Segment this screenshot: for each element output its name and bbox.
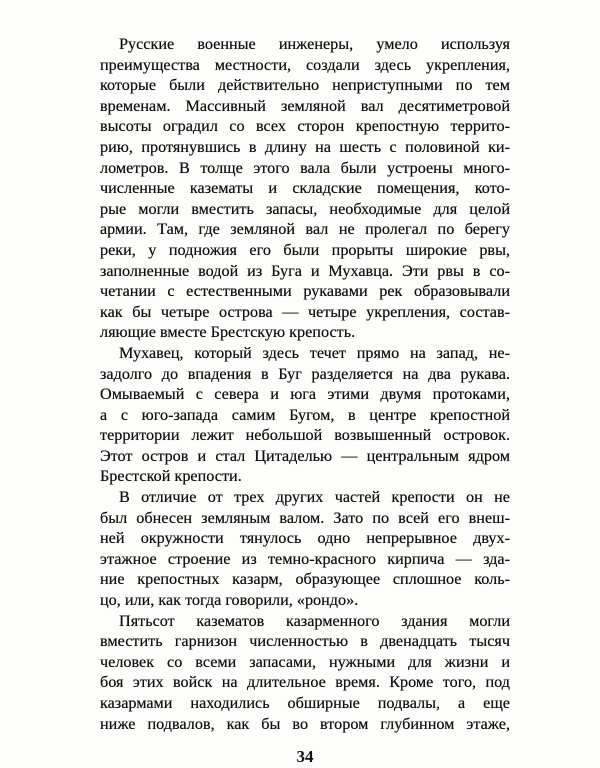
text-line: этажное строение из темно-красного кирпича — зда- <box>100 549 510 568</box>
text-line: рые могли вместить запасы, необходимые для целой <box>100 199 510 218</box>
paragraph <box>100 34 510 343</box>
text-line: вместить гарнизон численностью в двенадцать тысяч <box>100 632 510 651</box>
text-line: задолго до впадения в Буг разделяется на два рукава. <box>100 364 510 383</box>
text-line: четании с естественными рукавами рек образовывали <box>100 282 510 301</box>
paragraph <box>100 487 510 611</box>
text-line: которые были действительно неприступными по тем <box>100 76 510 95</box>
text-line: был обнесен земляным валом. Зато по всей его внеш- <box>100 508 510 527</box>
text-line: Мухавец, который здесь течет прямо на запад, не- <box>119 343 510 362</box>
text-line: рию, протянувшись в длину на шесть с половиной ки- <box>100 137 510 156</box>
text-line: человек со всеми запасами, нужными для жизни и <box>100 652 510 671</box>
text-line: ляющие вместе Брестскую крепость. <box>100 323 356 342</box>
text-line: боя этих войск на длительное время. Кроме того, под <box>100 673 510 692</box>
text-line: Этот остров и стал Цитаделью — центральным ядром <box>100 446 510 465</box>
text-line: Пятьсот казематов казарменного здания могли <box>119 611 510 630</box>
paragraph <box>100 343 510 487</box>
text-line: Омываемый с севера и юга этими двумя протоками, <box>100 385 510 404</box>
text-line: цо, или, как тогда говорили, «рондо». <box>100 591 359 610</box>
text-line: территории лежит небольшой возвышенный островок. <box>100 426 510 445</box>
text-line: ние крепостных казарм, образующее сплошное коль- <box>100 570 510 589</box>
text-line: казармами находились обширные подвалы, а еще <box>100 694 510 712</box>
text-line: высоты оградил со всех сторон крепостную террито- <box>100 117 510 136</box>
text-line: заполненные водой из Буга и Мухавца. Эти рвы в со- <box>100 261 510 280</box>
text-line: временам. Массивный земляной вал десятиметровой <box>100 96 510 115</box>
text-line: как бы четыре острова — четыре укрепления, состав- <box>100 302 510 321</box>
text-line: реки, у подножия его были прорыты широкие рвы, <box>100 240 510 259</box>
text-line: Русские военные инженеры, умело используя <box>119 35 510 53</box>
text-line: армии. Там, где земляной вал не пролегал по берегу <box>100 220 510 239</box>
page-number: 34 <box>296 747 314 767</box>
page-text <box>100 34 510 734</box>
text-line: ней окружности тянулось одно непрерывное двух- <box>100 529 510 548</box>
text-line: В отличие от трех других частей крепости он не <box>119 488 510 507</box>
text-line: ниже подвалов, как бы во втором глубинном этаже, <box>100 714 510 733</box>
text-line: лометров. В толще этого вала были устроены много- <box>100 158 510 177</box>
text-line: преимущества местности, создали здесь укрепления, <box>100 55 510 74</box>
text-line: Брестской крепости. <box>100 467 242 486</box>
paragraph <box>100 611 510 735</box>
text-line: численные казематы и складские помещения, кото- <box>100 179 510 198</box>
text-line: а с юго-запада самим Бугом, в центре крепостной <box>100 405 510 424</box>
